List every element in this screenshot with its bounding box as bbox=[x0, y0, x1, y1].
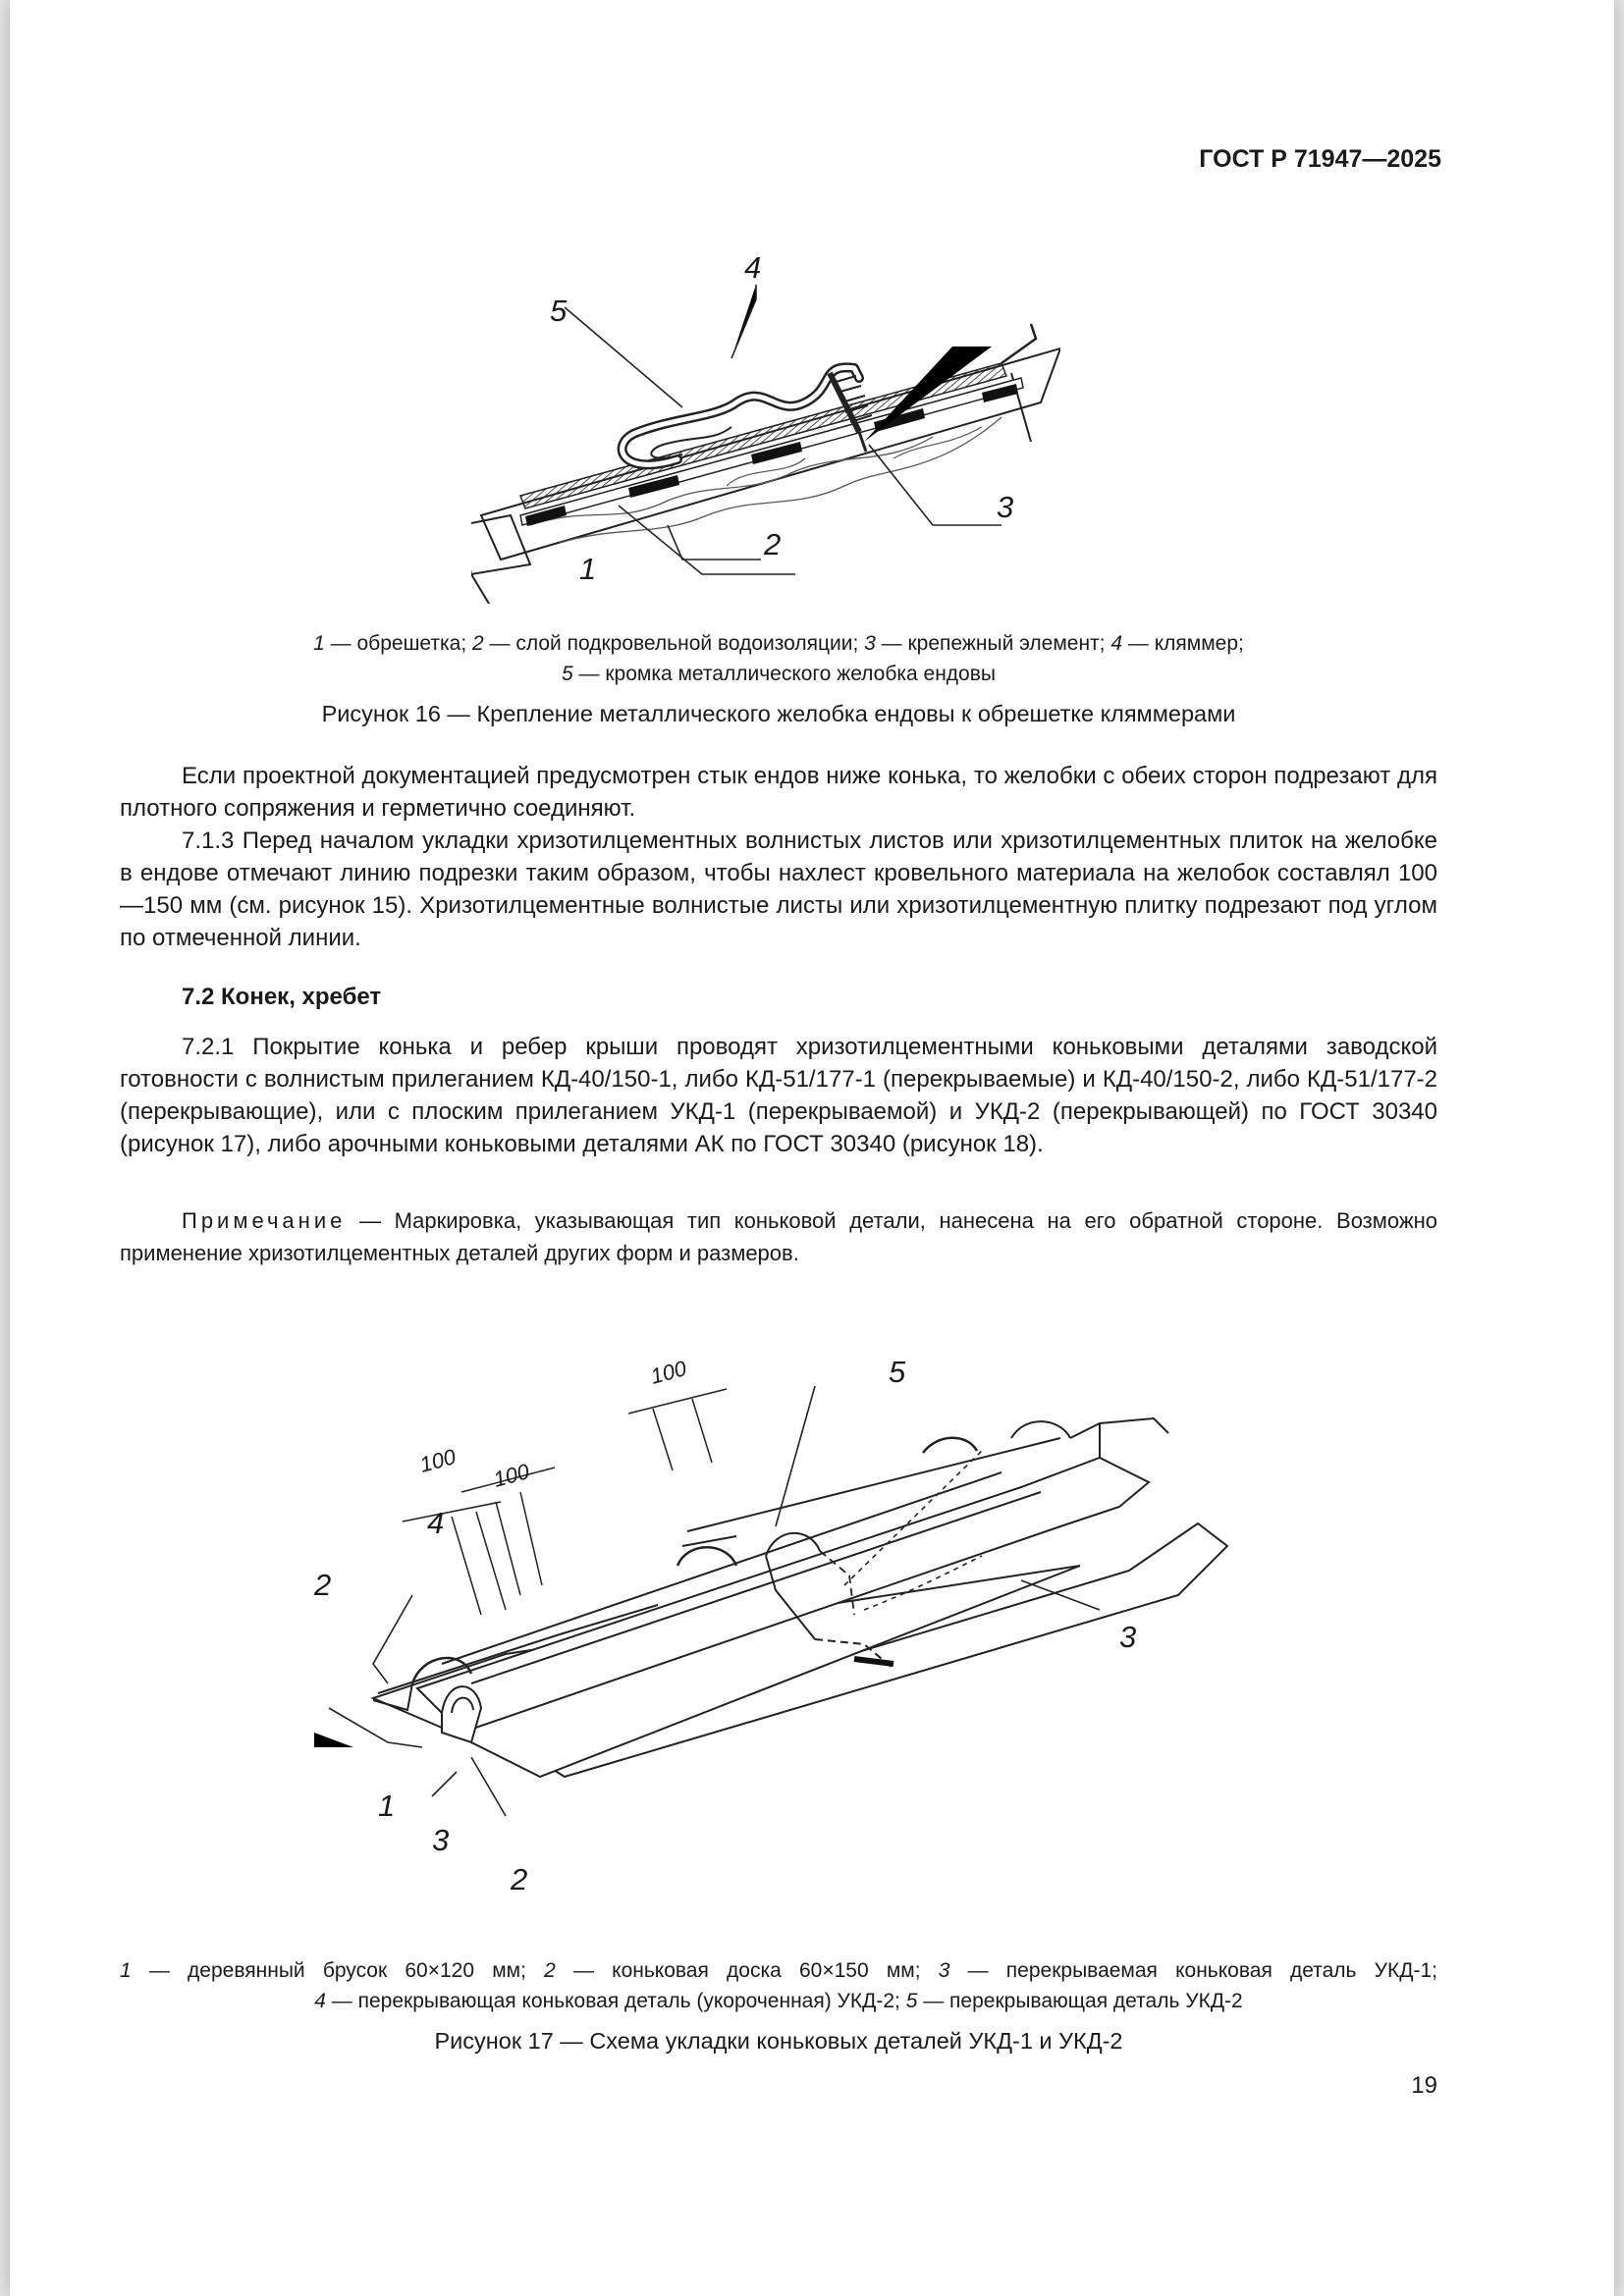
fig16-callout-4: 4 bbox=[744, 250, 762, 285]
fig16-callout-5: 5 bbox=[550, 294, 568, 328]
document-page bbox=[10, 0, 1614, 2296]
figure-16-caption: Рисунок 16 — Крепление металлического желобка ендовы к обрешетке кляммерами bbox=[321, 701, 1236, 726]
document-id: ГОСТ Р 71947—2025 bbox=[1199, 145, 1441, 173]
fig16-callout-3: 3 bbox=[997, 490, 1014, 524]
fig17-callout-2-bottom: 2 bbox=[511, 1862, 528, 1896]
legend-num: 5 bbox=[561, 663, 573, 685]
note-label: Примечание bbox=[182, 1208, 347, 1233]
fig17-dim-2: 100 bbox=[490, 1459, 532, 1492]
fig17-callout-3-front: 3 bbox=[432, 1823, 450, 1857]
fig17-callout-5: 5 bbox=[889, 1355, 906, 1389]
note-text: — Маркировка, указывающая тип коньковой детали, нанесена на его обратной стороне. Возможно применение хризотилцементных деталей других форм и размеров. bbox=[120, 1208, 1437, 1265]
legend-text: — кляммер; bbox=[1122, 632, 1244, 655]
legend-num: 4 bbox=[314, 1990, 326, 2012]
figure-17-legend bbox=[120, 1955, 1437, 2016]
legend-text: — крепежный элемент; bbox=[875, 632, 1111, 655]
figure-17-drawing bbox=[314, 1345, 1276, 1924]
legend-line bbox=[120, 659, 1437, 689]
legend-num: 1 bbox=[313, 632, 325, 655]
fig17-callout-4: 4 bbox=[427, 1506, 445, 1540]
body-text bbox=[120, 760, 1437, 954]
legend-num: 4 bbox=[1110, 632, 1123, 655]
fig17-dim-3: 100 bbox=[647, 1356, 689, 1389]
paragraph: 7.1.3 Перед началом укладки хризотилцементных волнистых листов или хризотилцементных плиток на желобке в ендове отмечают линию подрезки таким образом, чтобы нахлест кровельного материала на желобок составлял 100—150 мм (см. рисунок 15). Хризотилцементные волнистые листы или хризотилцементную плитку подрезают под углом по отмеченной линии. bbox=[120, 828, 1437, 951]
legend-text: — перекрывающая деталь УКД-2 bbox=[917, 1990, 1243, 2012]
legend-text: — обрешетка; bbox=[324, 632, 473, 655]
section-heading: 7.2 Конек, хребет bbox=[182, 984, 382, 1010]
body-text-2 bbox=[120, 1031, 1437, 1160]
legend-num: 3 bbox=[864, 632, 876, 655]
legend-num: 3 bbox=[938, 1959, 950, 1982]
note bbox=[120, 1204, 1437, 1269]
fig17-callout-2-left: 2 bbox=[314, 1568, 332, 1602]
legend-text: — коньковая доска 60×150 мм; bbox=[555, 1959, 939, 1982]
paragraph: 7.2.1 Покрытие конька и ребер крыши проводят хризотилцементными коньковыми деталями заводской готовности с волнистым прилеганием КД-40/150-1, либо КД-51/177-1 (перекрываемые) и КД-40/150-2, либо КД-51/177-2 (перекрывающие), или с плоским прилеганием УКД-1 (перекрываемой) и УКД-2 (перекрывающей) по ГОСТ 30340 (рисунок 17), либо арочными коньковыми деталями АК по ГОСТ 30340 (рисунок 18). bbox=[120, 1034, 1437, 1157]
fig17-callout-3-right: 3 bbox=[1119, 1620, 1137, 1654]
legend-text: — перекрываемая коньковая деталь УКД-1; bbox=[949, 1959, 1437, 1982]
legend-line bbox=[120, 1955, 1437, 1986]
fig17-callout-1: 1 bbox=[378, 1789, 396, 1823]
legend-line bbox=[120, 628, 1437, 659]
figure-16-section bbox=[471, 231, 1060, 604]
legend-text: — деревянный брусок 60×120 мм; bbox=[131, 1959, 545, 1982]
fig16-callout-2: 2 bbox=[764, 527, 782, 561]
paragraph: Если проектной документацией предусмотрен стык ендов ниже конька, то желобки с обеих сторон подрезают для плотного сопряжения и герметично соединяют. bbox=[120, 763, 1437, 822]
legend-num: 2 bbox=[544, 1959, 556, 1982]
legend-text: — кромка металлического желобка ендовы bbox=[572, 663, 996, 685]
figure-16-legend bbox=[120, 628, 1437, 689]
fig17-dim-1: 100 bbox=[416, 1444, 459, 1477]
legend-num: 1 bbox=[120, 1959, 132, 1982]
legend-text: — перекрывающая коньковая деталь (укороченная) УКД-2; bbox=[325, 1990, 906, 2012]
page-number: 19 bbox=[1411, 2072, 1437, 2099]
legend-line bbox=[120, 1986, 1437, 2016]
fig16-callout-1: 1 bbox=[579, 552, 597, 586]
legend-num: 5 bbox=[905, 1990, 918, 2012]
legend-text: — слой подкровельной водоизоляции; bbox=[483, 632, 865, 655]
figure-17-caption: Рисунок 17 — Схема укладки коньковых деталей УКД-1 и УКД-2 bbox=[434, 2028, 1123, 2054]
legend-num: 2 bbox=[472, 632, 484, 655]
